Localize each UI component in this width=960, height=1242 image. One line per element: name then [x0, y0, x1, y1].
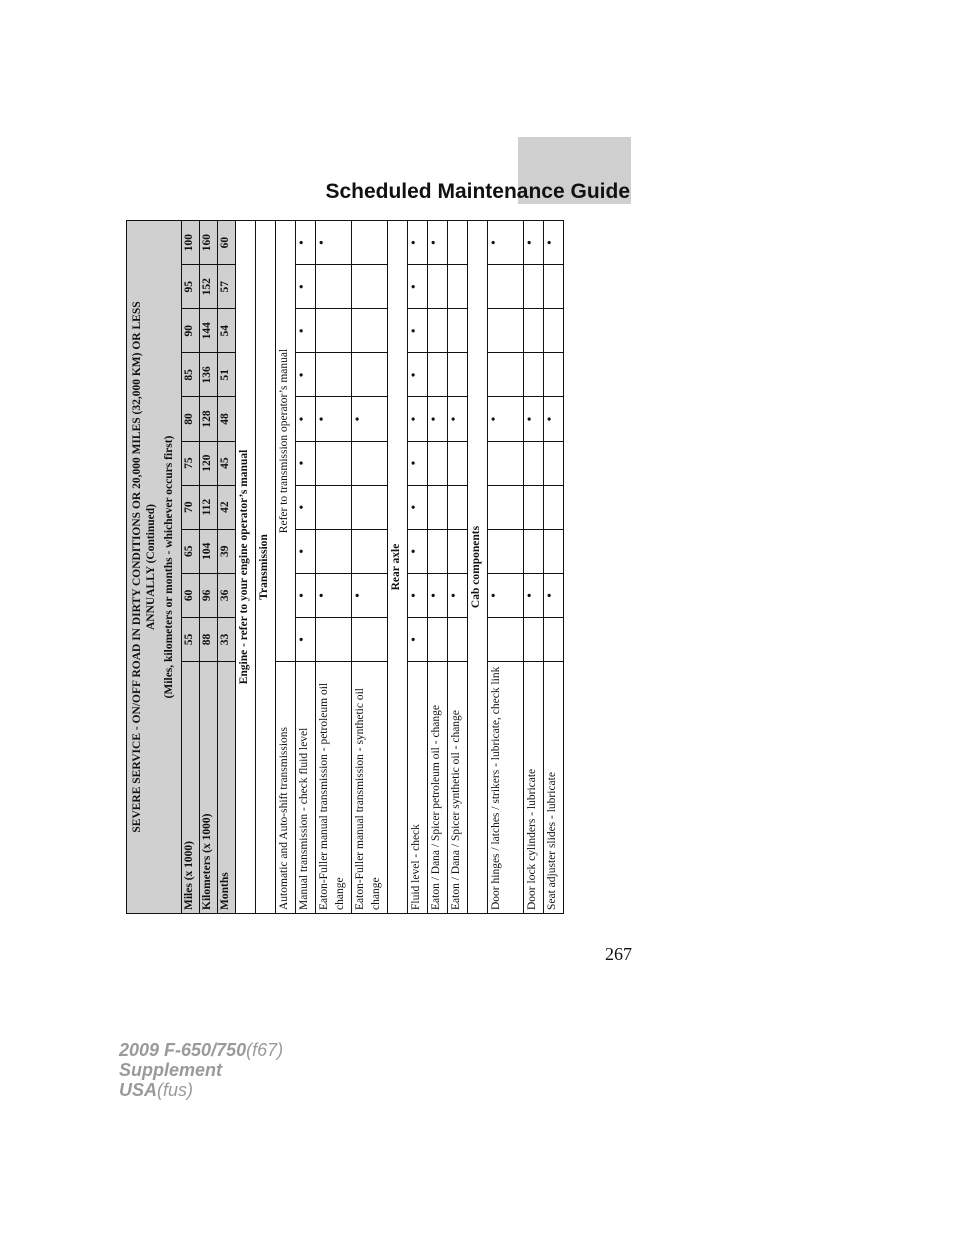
service-mark	[448, 265, 468, 309]
service-mark: •	[296, 221, 316, 265]
service-mark: •	[408, 529, 428, 573]
header-value: 112	[200, 485, 218, 529]
service-mark: •	[524, 397, 544, 441]
header-value: 39	[218, 529, 236, 573]
service-mark	[488, 529, 524, 573]
service-mark: •	[408, 441, 428, 485]
table-row	[488, 221, 524, 914]
service-mark: •	[352, 397, 388, 441]
service-mark	[428, 309, 448, 353]
service-mark	[544, 265, 564, 309]
table-row	[316, 221, 352, 914]
service-mark	[544, 617, 564, 661]
service-mark: •	[544, 573, 564, 617]
header-value: 42	[218, 485, 236, 529]
header-value: 96	[200, 573, 218, 617]
table-body	[182, 221, 564, 914]
section-title: Rear axle	[388, 221, 408, 914]
service-mark	[352, 265, 388, 309]
service-mark: •	[524, 573, 544, 617]
service-mark	[352, 485, 388, 529]
section-row	[468, 221, 488, 914]
header-value: 60	[218, 221, 236, 265]
item-label: Eaton / Dana / Spicer petroleum oil - change	[428, 662, 448, 914]
header-row	[200, 221, 218, 914]
service-mark	[316, 529, 352, 573]
service-mark: •	[524, 221, 544, 265]
service-mark	[428, 485, 448, 529]
service-mark	[352, 309, 388, 353]
service-mark	[544, 441, 564, 485]
footer-model-code: (f67)	[246, 1040, 284, 1060]
header-value: 55	[182, 617, 200, 661]
header-value: 90	[182, 309, 200, 353]
footer-supplement: Supplement	[119, 1060, 223, 1080]
section-row	[256, 221, 276, 914]
service-mark	[524, 353, 544, 397]
service-mark	[428, 617, 448, 661]
header-value: 136	[200, 353, 218, 397]
service-mark	[544, 529, 564, 573]
service-mark	[428, 529, 448, 573]
service-mark	[352, 617, 388, 661]
service-mark	[524, 265, 544, 309]
service-mark: •	[448, 397, 468, 441]
header-value: 152	[200, 265, 218, 309]
service-mark: •	[296, 265, 316, 309]
service-mark	[448, 441, 468, 485]
table-row	[524, 221, 544, 914]
service-mark	[316, 485, 352, 529]
engine-note-row	[236, 221, 256, 914]
service-mark	[544, 309, 564, 353]
service-mark	[488, 617, 524, 661]
item-label: Fluid level - check	[408, 662, 428, 914]
service-mark	[448, 309, 468, 353]
service-mark	[544, 485, 564, 529]
service-mark	[316, 309, 352, 353]
service-mark	[544, 353, 564, 397]
service-mark: •	[296, 309, 316, 353]
table-row	[544, 221, 564, 914]
header-value: 33	[218, 617, 236, 661]
header-value: 95	[182, 265, 200, 309]
footer-region-code: (fus)	[157, 1080, 194, 1100]
service-mark	[448, 221, 468, 265]
header-value: 36	[218, 573, 236, 617]
header-value: 120	[200, 441, 218, 485]
service-mark	[316, 353, 352, 397]
service-mark: •	[428, 573, 448, 617]
item-label: Door hinges / latches / strikers - lubricate, check link	[488, 662, 524, 914]
header-value: 144	[200, 309, 218, 353]
service-mark: •	[408, 265, 428, 309]
service-mark	[524, 309, 544, 353]
service-mark: •	[316, 221, 352, 265]
service-mark: •	[408, 221, 428, 265]
service-mark: •	[488, 221, 524, 265]
header-value: 88	[200, 617, 218, 661]
table-row	[352, 221, 388, 914]
header-value: 70	[182, 485, 200, 529]
service-mark	[316, 441, 352, 485]
service-mark	[488, 441, 524, 485]
service-mark	[448, 353, 468, 397]
table-row	[408, 221, 428, 914]
service-mark: •	[488, 573, 524, 617]
maintenance-table-rotated	[126, 220, 564, 914]
table-row	[296, 221, 316, 914]
header-row	[182, 221, 200, 914]
service-mark: •	[408, 617, 428, 661]
service-mark	[488, 309, 524, 353]
header-value: 48	[218, 397, 236, 441]
footer	[119, 1040, 283, 1100]
service-mark	[428, 353, 448, 397]
service-mark	[428, 441, 448, 485]
service-mark: •	[428, 221, 448, 265]
item-label: Eaton-Fuller manual transmission - petroleum oil change	[316, 662, 352, 914]
header-value: 80	[182, 397, 200, 441]
header-row	[218, 221, 236, 914]
service-mark: •	[408, 353, 428, 397]
header-value: 54	[218, 309, 236, 353]
header-value: 75	[182, 441, 200, 485]
footer-model: 2009 F-650/750	[119, 1040, 247, 1060]
service-mark: •	[408, 485, 428, 529]
service-mark	[524, 485, 544, 529]
item-note: Refer to transmission operator’s manual	[276, 221, 296, 662]
service-mark: •	[296, 529, 316, 573]
service-mark: •	[488, 397, 524, 441]
item-label: Eaton-Fuller manual transmission - synthetic oil change	[352, 662, 388, 914]
service-mark	[352, 441, 388, 485]
service-mark	[448, 529, 468, 573]
service-mark	[524, 529, 544, 573]
header-row-label: Months	[218, 662, 236, 914]
item-label: Manual transmission - check fluid level	[296, 662, 316, 914]
page-title: Scheduled Maintenance Guide	[325, 180, 630, 203]
header-value: 104	[200, 529, 218, 573]
service-mark: •	[316, 397, 352, 441]
service-mark	[352, 221, 388, 265]
table-row	[276, 221, 296, 914]
service-mark: •	[408, 309, 428, 353]
service-mark	[316, 617, 352, 661]
service-mark: •	[296, 617, 316, 661]
service-mark	[352, 529, 388, 573]
service-mark: •	[296, 397, 316, 441]
table-row	[448, 221, 468, 914]
service-mark: •	[408, 573, 428, 617]
engine-note: Engine - refer to your engine operator’s manual	[236, 221, 256, 914]
page-number: 267	[605, 944, 632, 964]
service-mark: •	[296, 573, 316, 617]
header-row-label: Kilometers (x 1000)	[200, 662, 218, 914]
service-mark: •	[296, 485, 316, 529]
service-mark: •	[296, 353, 316, 397]
service-mark	[524, 617, 544, 661]
header-row-label: Miles (x 1000)	[182, 662, 200, 914]
header-value: 60	[182, 573, 200, 617]
item-label: Eaton / Dana / Spicer synthetic oil - change	[448, 662, 468, 914]
service-mark: •	[544, 397, 564, 441]
header-value: 100	[182, 221, 200, 265]
service-mark: •	[316, 573, 352, 617]
section-row	[388, 221, 408, 914]
service-mark: •	[296, 441, 316, 485]
header-value: 51	[218, 353, 236, 397]
maintenance-table	[126, 220, 564, 914]
header-value: 160	[200, 221, 218, 265]
section-title: Cab components	[468, 221, 488, 914]
service-mark	[524, 441, 544, 485]
table-title: SEVERE SERVICE - ON/OFF ROAD IN DIRTY CONDITIONS OR 20,000 MILES (32,000 KM) OR LESS ANNUALLY (Continued) (Miles, kilometers or months - whichever occurs first)	[127, 221, 182, 914]
header-value: 85	[182, 353, 200, 397]
item-label: Seat adjuster slides - lubricate	[544, 662, 564, 914]
service-mark: •	[544, 221, 564, 265]
service-mark	[488, 485, 524, 529]
service-mark	[352, 353, 388, 397]
header-value: 128	[200, 397, 218, 441]
service-mark: •	[448, 573, 468, 617]
service-mark	[316, 265, 352, 309]
footer-region: USA	[119, 1080, 158, 1100]
service-mark: •	[428, 397, 448, 441]
service-mark	[448, 485, 468, 529]
service-mark: •	[408, 397, 428, 441]
header-value: 45	[218, 441, 236, 485]
table-row	[428, 221, 448, 914]
service-mark	[428, 265, 448, 309]
item-label: Automatic and Auto-shift transmissions	[276, 662, 296, 914]
header-value: 65	[182, 529, 200, 573]
service-mark	[488, 265, 524, 309]
service-mark	[488, 353, 524, 397]
service-mark	[448, 617, 468, 661]
item-label: Door lock cylinders - lubricate	[524, 662, 544, 914]
header-value: 57	[218, 265, 236, 309]
service-mark: •	[352, 573, 388, 617]
section-title: Transmission	[256, 221, 276, 914]
